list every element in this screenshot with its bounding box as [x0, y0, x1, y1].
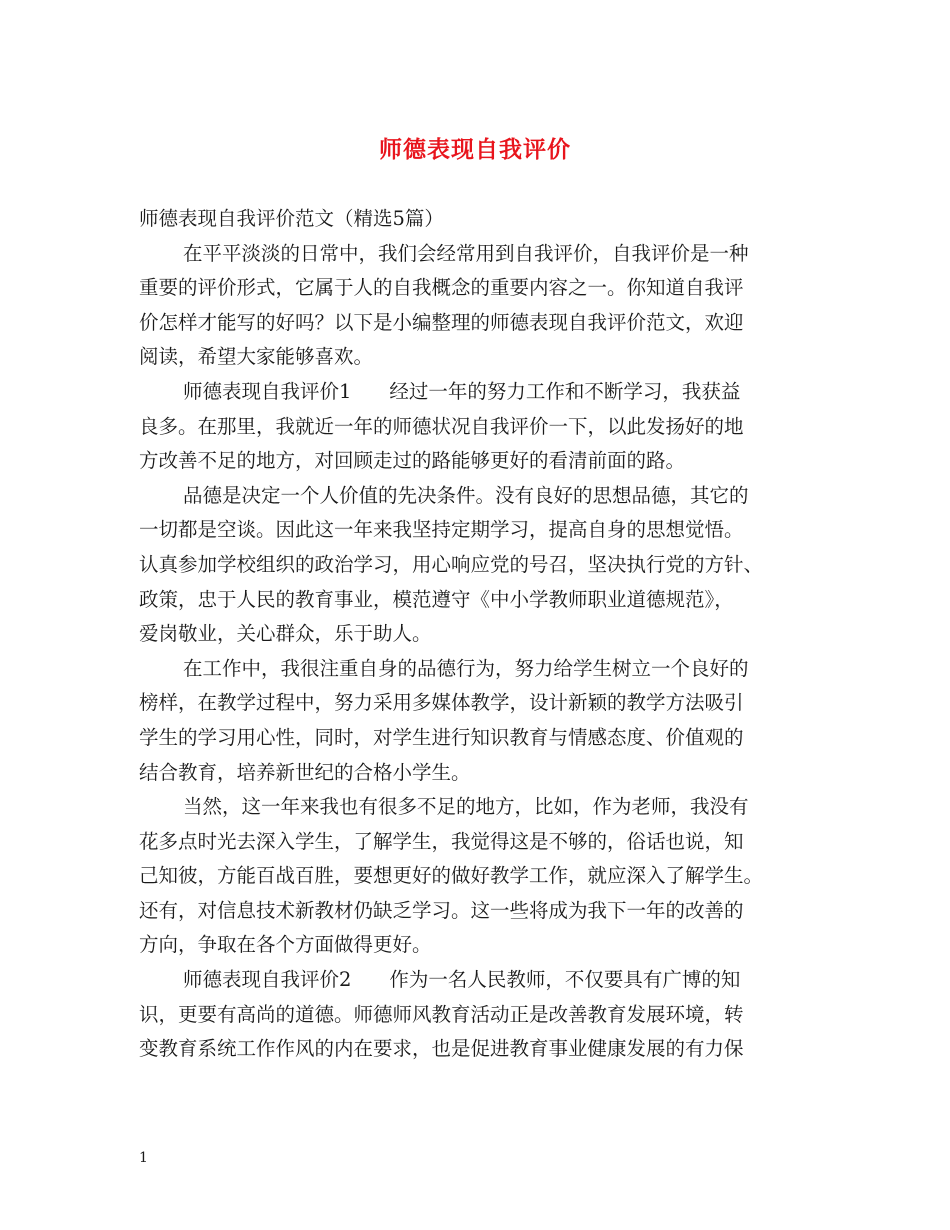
text-line-content: 阅读，希望大家能够喜欢。	[139, 345, 374, 369]
text-line	[139, 928, 819, 963]
text-line-content: 品德是决定一个人价值的先决条件。没有良好的思想品德，其它的	[183, 483, 749, 507]
text-line	[139, 583, 819, 618]
text-line-continuation: 作为一名人民教师，不仅要具有广博的知	[389, 968, 741, 992]
text-line-content: 还有，对信息技术新教材仍缺乏学习。这一些将成为我下一年的改善的	[139, 898, 744, 922]
text-line	[139, 617, 819, 652]
text-line-content: 政策，忠于人民的教育事业，模范遵守《中小学教师职业道德规范》，	[139, 587, 734, 611]
text-line-content: 在工作中，我很注重自身的品德行为，努力给学生树立一个良好的	[183, 656, 749, 680]
text-line	[139, 686, 819, 721]
text-line-content: 一切都是空谈。因此这一年来我坚持定期学习，提高自身的思想觉悟。	[139, 518, 744, 542]
text-line-content: 己知彼，方能百战百胜，要想更好的做好教学工作，就应深入了解学生。	[139, 864, 764, 888]
text-line	[139, 894, 819, 929]
text-line-content: 方向，争取在各个方面做得更好。	[139, 933, 432, 957]
text-line	[139, 652, 819, 687]
text-line-content: 结合教育，培养新世纪的合格小学生。	[139, 760, 471, 784]
text-line-content: 认真参加学校组织的政治学习，用心响应党的号召，坚决执行党的方针、	[139, 552, 764, 576]
text-line-content: 师德表现自我评价1	[183, 379, 352, 403]
text-line	[139, 963, 819, 998]
text-line-content: 良多。在那里，我就近一年的师德状况自我评价一下，以此发扬好的地	[139, 414, 744, 438]
text-line-content: 师德表现自我评价范文（精选5篇）	[139, 207, 444, 230]
text-line	[139, 1032, 819, 1067]
text-line	[139, 790, 819, 825]
document-title: 师德表现自我评价	[379, 136, 571, 163]
text-line	[139, 444, 819, 479]
text-line-content: 在平平淡淡的日常中，我们会经常用到自我评价，自我评价是一种	[183, 241, 749, 265]
text-line	[139, 825, 819, 860]
page-number: 1	[139, 1150, 148, 1166]
text-line	[139, 375, 819, 410]
document-body	[139, 202, 819, 1067]
text-line	[139, 548, 819, 583]
text-line	[139, 721, 819, 756]
text-line	[139, 998, 819, 1033]
text-line	[139, 859, 819, 894]
text-line-content: 价怎样才能写的好吗？以下是小编整理的师德表现自我评价范文，欢迎	[139, 310, 744, 334]
text-line-continuation: 经过一年的努力工作和不断学习，我获益	[389, 379, 741, 403]
text-line-content: 学生的学习用心性，同时，对学生进行知识教育与情感态度、价值观的	[139, 725, 744, 749]
text-line	[139, 513, 819, 548]
text-line-content: 方改善不足的地方，对回顾走过的路能够更好的看清前面的路。	[139, 449, 686, 473]
text-line-content: 重要的评价形式，它属于人的自我概念的重要内容之一。你知道自我评	[139, 276, 744, 300]
text-line-content: 师德表现自我评价2	[183, 968, 352, 992]
text-line	[139, 410, 819, 445]
text-line-content: 爱岗敬业，关心群众，乐于助人。	[139, 622, 432, 646]
text-line	[139, 756, 819, 791]
text-line-content: 识，更要有高尚的道德。师德师风教育活动正是改善教育发展环境，转	[139, 1002, 744, 1026]
text-line	[139, 202, 819, 237]
text-line	[139, 340, 819, 375]
text-line-content: 当然，这一年来我也有很多不足的地方，比如，作为老师，我没有	[183, 795, 749, 819]
text-line-content: 榜样，在教学过程中，努力采用多媒体教学，设计新颖的教学方法吸引	[139, 691, 744, 715]
text-line-content: 花多点时光去深入学生，了解学生，我觉得这是不够的，俗话也说，知	[139, 829, 744, 853]
text-line	[139, 479, 819, 514]
text-line	[139, 237, 819, 272]
text-line	[139, 271, 819, 306]
text-line	[139, 306, 819, 341]
text-line-content: 变教育系统工作作风的内在要求，也是促进教育事业健康发展的有力保	[139, 1037, 744, 1061]
